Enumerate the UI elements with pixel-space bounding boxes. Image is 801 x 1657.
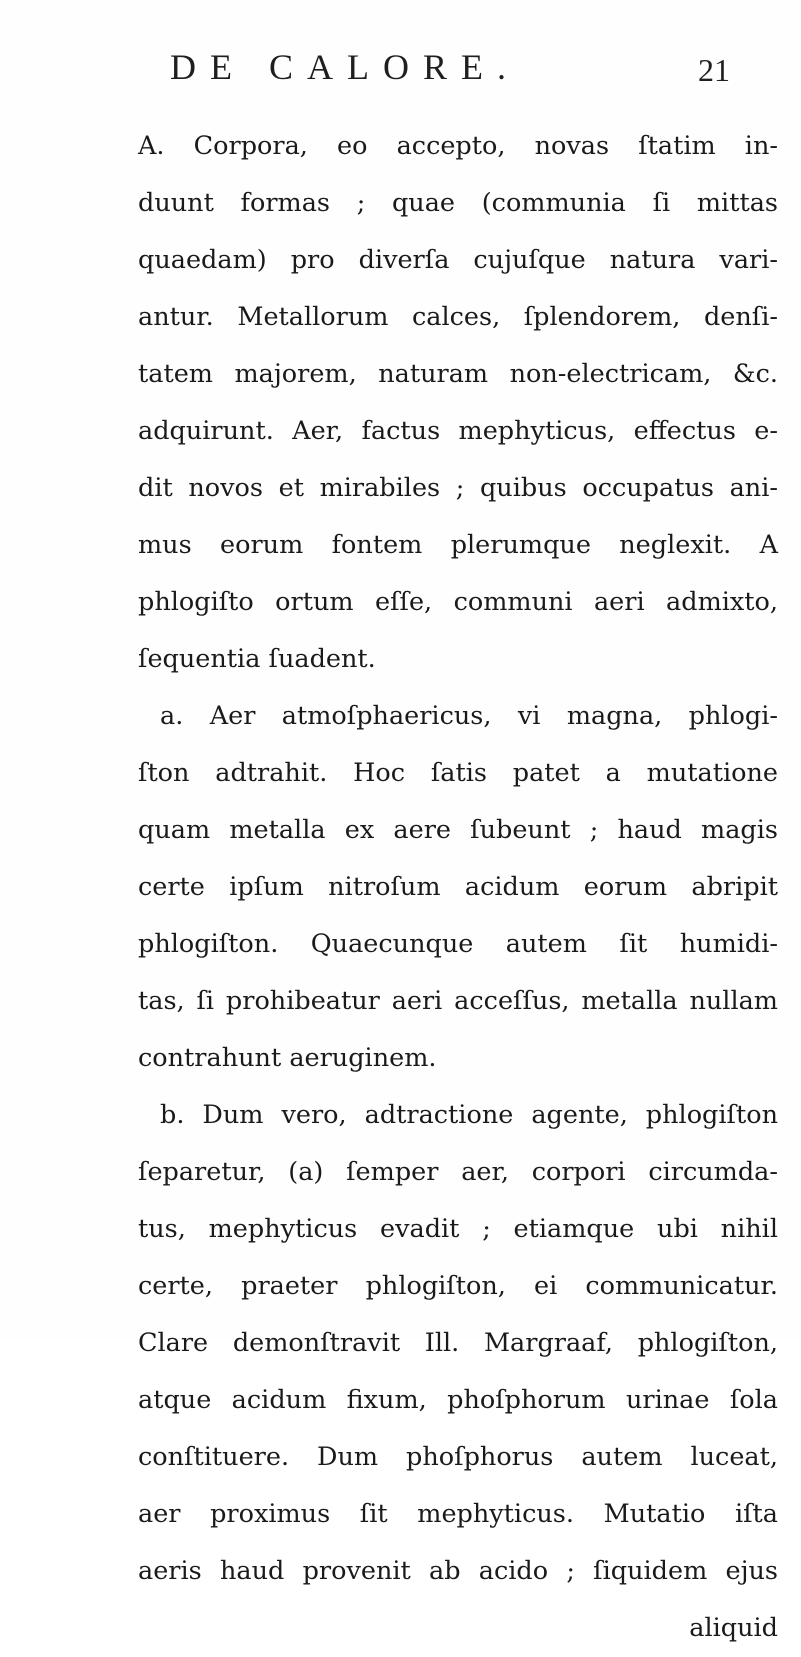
text-line: certe ipſum nitroſum acidum eorum abripit (138, 872, 778, 902)
text-line: aer proximus ſit mephyticus. Mutatio iſta (138, 1499, 778, 1529)
body-text (138, 118, 778, 1657)
text-line: quam metalla ex aere ſubeunt ; haud magis (138, 815, 778, 845)
text-line: tus, mephyticus evadit ; etiamque ubi nihil (138, 1214, 778, 1244)
text-line: mus eorum fontem plerumque neglexit. A (138, 530, 778, 560)
text-line: duunt formas ; quae (communia ſi mittas (138, 188, 778, 218)
text-line: ſton adtrahit. Hoc ſatis patet a mutatione (138, 758, 778, 788)
text-line: a. Aer atmoſphaericus, vi magna, phlogi- (160, 701, 778, 731)
text-line: atque acidum fixum, phoſphorum urinae ſola (138, 1385, 778, 1415)
text-line: b. Dum vero, adtractione agente, phlogiſton (160, 1100, 778, 1130)
text-line: ſequentia ſuadent. (138, 644, 376, 674)
text-line: tas, ſi prohibeatur aeri acceſſus, metalla nullam (138, 986, 778, 1016)
text-line: ſeparetur, (a) ſemper aer, corpori circumda- (138, 1157, 778, 1187)
text-line: phlogiſto ortum eſſe, communi aeri admixto, (138, 587, 778, 617)
text-line: contrahunt aeruginem. (138, 1043, 437, 1073)
catchword: aliquid (689, 1613, 778, 1643)
text-line: dit novos et mirabiles ; quibus occupatus ani- (138, 473, 778, 503)
text-line: phlogiſton. Quaecunque autem ſit humidi- (138, 929, 778, 959)
text-line: adquirunt. Aer, factus mephyticus, effectus e- (138, 416, 778, 446)
text-line: certe, praeter phlogiſton, ei communicatur. (138, 1271, 778, 1301)
text-line: antur. Metallorum calces, ſplendorem, denſi- (138, 302, 778, 332)
text-line: Clare demonſtravit Ill. Margraaf, phlogiſton, (138, 1328, 778, 1358)
text-line: tatem majorem, naturam non-electricam, &c. (138, 359, 778, 389)
text-line: quaedam) pro diverſa cujuſque natura vari- (138, 245, 778, 275)
text-line: conſtituere. Dum phoſphorus autem luceat, (138, 1442, 778, 1472)
text-line: A. Corpora, eo accepto, novas ſtatim in- (138, 131, 778, 161)
text-line: aeris haud provenit ab acido ; ſiquidem ejus (138, 1556, 778, 1586)
running-title: DE CALORE. (170, 47, 520, 87)
page-number: 21 (698, 52, 730, 88)
